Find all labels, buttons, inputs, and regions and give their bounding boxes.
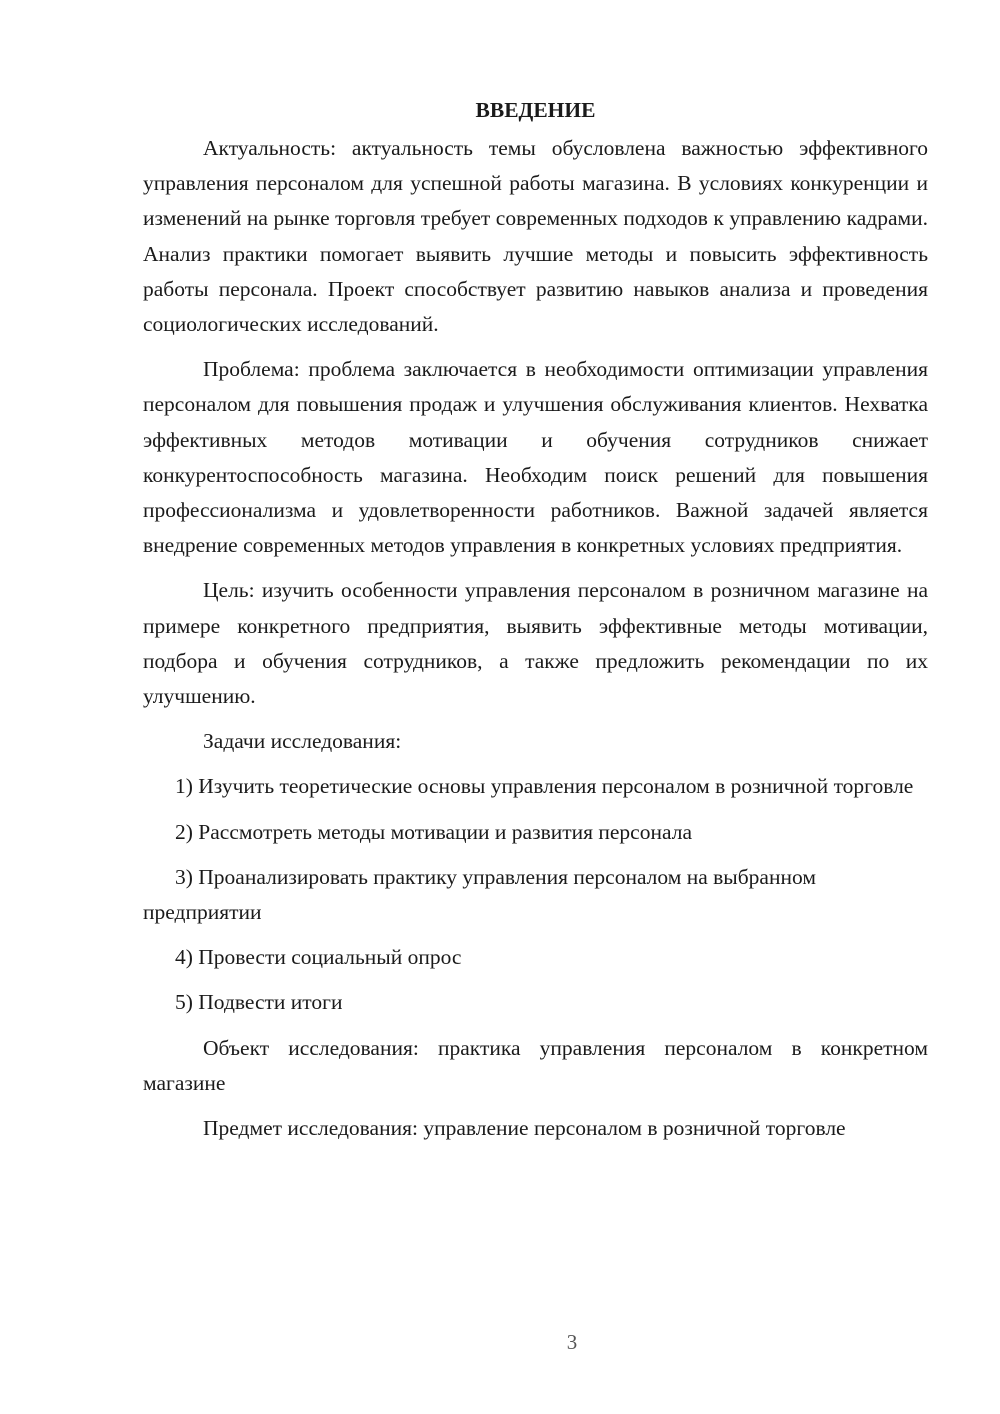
paragraph-relevance: Актуальность: актуальность темы обусловлена важностью эффективного управления персоналом для успешной работы магазина. В условиях конкуренции и изменений на рынке торговля требует современных подходов к управлению кадрами. Анализ практики помогает выявить лучшие методы и повысить эффективность работы персонала. Проект способствует развитию навыков анализа и проведения социологических исследований. [143,136,928,337]
task-item-2: 2) Рассмотреть методы мотивации и развития персонала [175,819,692,844]
paragraph-research-object: Объект исследования: практика управления персоналом в конкретном магазине [143,1035,928,1095]
paragraph-research-subject: Предмет исследования: управление персоналом в розничной торговле [203,1116,846,1141]
page-number: 3 [566,1330,578,1354]
paragraph-goal: Цель: изучить особенности управления персоналом в розничном магазине на примере конкретного предприятия, выявить эффективные методы мотивации, подбора и обучения сотрудников, а также предложить рекомендации по их улучшению. [143,578,928,709]
task-item-3: 3) Проанализировать практику управления персоналом на выбранном предприятии [143,864,816,925]
task-item-5: 5) Подвести итоги [175,990,343,1015]
document-page [143,92,928,1156]
paragraph-problem: Проблема: проблема заключается в необходимости оптимизации управления персоналом для повышения продаж и улучшения обслуживания клиентов. Нехватка эффективных методов мотивации и обучения сотрудников снижает конкурентоспособность магазина. Необходим поиск решений для повышения профессионализма и удовлетворенности работников. Важной задачей является внедрение современных методов управления в конкретных условиях предприятия. [143,357,928,558]
task-item-4: 4) Провести социальный опрос [175,945,462,970]
paragraph-tasks-heading: Задачи исследования: [203,729,402,754]
section-title: ВВЕДЕНИЕ [475,98,596,122]
task-item-1: 1) Изучить теоретические основы управления персоналом в розничной торговле [175,774,914,799]
